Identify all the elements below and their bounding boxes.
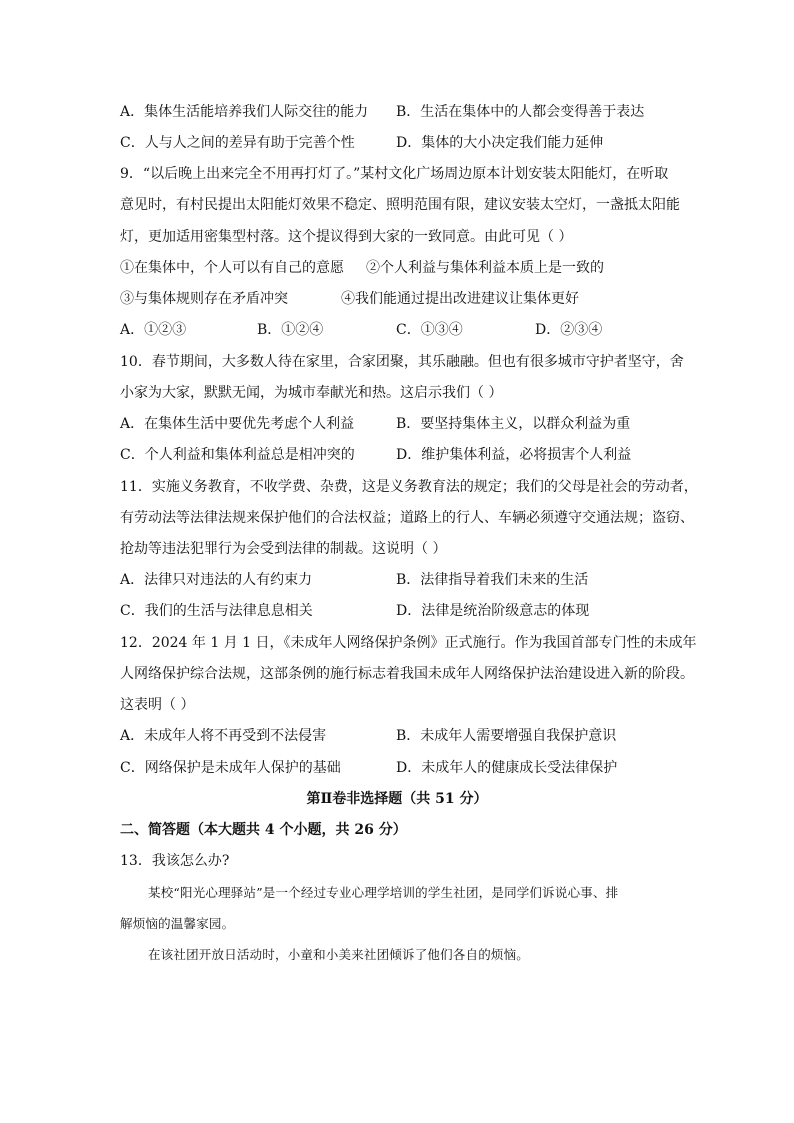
q11-option-b: B．法律指导着我们未来的生活 — [396, 572, 589, 588]
q10-option-d: D．维护集体利益，必将损害个人利益 — [396, 447, 632, 463]
q11-stem-line-3: 抢劫等违法犯罪行为会受到法律的制裁。这说明（ ） — [120, 541, 447, 557]
q12-stem-line-1: 12．2024 年 1 月 1 日，《未成年人网络保护条例》正式施行。作为我国首部专门性的未成年 — [120, 635, 697, 651]
q13-paragraph-2: 在该社团开放日活动时，小童和小美来社团倾诉了他们各自的烦恼。 — [148, 947, 530, 962]
q9-statement-2: ②个人利益与集体利益本质上是一致的 — [366, 260, 604, 276]
q10-option-b: B．要坚持集体主义，以群众利益为重 — [396, 416, 631, 432]
q13-paragraph-1-line-1: 某校“阳光心理驿站”是一个经过专业心理学培训的学生社团，是同学们诉说心事、排 — [148, 885, 619, 900]
q8-option-d: D．集体的大小决定我们能力延伸 — [396, 135, 604, 151]
q9-statement-3: ③与集体规则存在矛盾冲突 — [120, 291, 288, 307]
q12-stem-line-3: 这表明（ ） — [120, 697, 195, 713]
q11-option-a: A．法律只对违法的人有约束力 — [120, 572, 313, 588]
q11-stem-line-1: 11．实施义务教育，不收学费、杂费，这是义务教育法的规定；我们的父母是社会的劳动者， — [120, 479, 698, 495]
q10-option-c: C．个人利益和集体利益总是相冲突的 — [120, 447, 355, 463]
q9-statement-4: ④我们能通过提出改进建议让集体更好 — [341, 291, 579, 307]
q9-stem-line-2: 意见时，有村民提出太阳能灯效果不稳定、照明范围有限，建议安装太空灯，一盏抵太阳能 — [120, 197, 680, 213]
q12-option-d: D．未成年人的健康成长受法律保护 — [396, 760, 618, 776]
q9-option-d: D．②③④ — [535, 322, 603, 338]
q9-stem-line-3: 灯，更加适用密集型村落。这个提议得到大家的一致同意。由此可见（ ） — [120, 229, 573, 245]
q10-stem-line-1: 10．春节期间，大多数人待在家里，合家团聚，其乐融融。但也有很多城市守护者坚守，舍 — [120, 354, 684, 370]
q10-stem-line-2: 小家为大家，默默无闻，为城市奉献光和热。这启示我们（ ） — [120, 385, 503, 401]
q12-stem-line-2: 人网络保护综合法规，这部条例的施行标志着我国未成年人网络保护法治建设进入新的阶段。 — [120, 666, 694, 682]
q9-option-b: B．①②④ — [257, 322, 324, 338]
q9-option-a: A．①②③ — [120, 322, 187, 338]
q8-option-b: B．生活在集体中的人都会变得善于表达 — [396, 104, 645, 120]
q8-option-a: A．集体生活能培养我们人际交往的能力 — [120, 104, 369, 120]
q13-title: 13．我该怎么办? — [120, 853, 230, 869]
section-2-heading: 二、简答题（本大题共 4 个小题，共 26 分） — [120, 822, 407, 838]
q9-stem-line-1: 9．“以后晚上出来完全不用再打灯了。”某村文化广场周边原本计划安装太阳能灯，在听取 — [120, 166, 669, 182]
q10-option-a: A．在集体生活中要优先考虑个人利益 — [120, 416, 355, 432]
q8-option-c: C．人与人之间的差异有助于完善个性 — [120, 135, 355, 151]
q9-option-c: C．①③④ — [396, 322, 463, 338]
section-2-title: 第Ⅱ卷非选择题（共 51 分） — [306, 791, 488, 807]
q11-option-d: D．法律是统治阶级意志的体现 — [396, 603, 590, 619]
q12-option-b: B．未成年人需要增强自我保护意识 — [396, 728, 617, 744]
q12-option-c: C．网络保护是未成年人保护的基础 — [120, 760, 341, 776]
q13-paragraph-1-line-2: 解烦恼的温馨家园。 — [120, 916, 235, 931]
q11-option-c: C．我们的生活与法律息息相关 — [120, 603, 313, 619]
q9-statement-1: ①在集体中，个人可以有自己的意愿 — [120, 260, 344, 276]
q11-stem-line-2: 有劳动法等法律法规来保护他们的合法权益；道路上的行人、车辆必须遵守交通法规；盗窃、 — [120, 510, 694, 526]
q12-option-a: A．未成年人将不再受到不法侵害 — [120, 728, 327, 744]
